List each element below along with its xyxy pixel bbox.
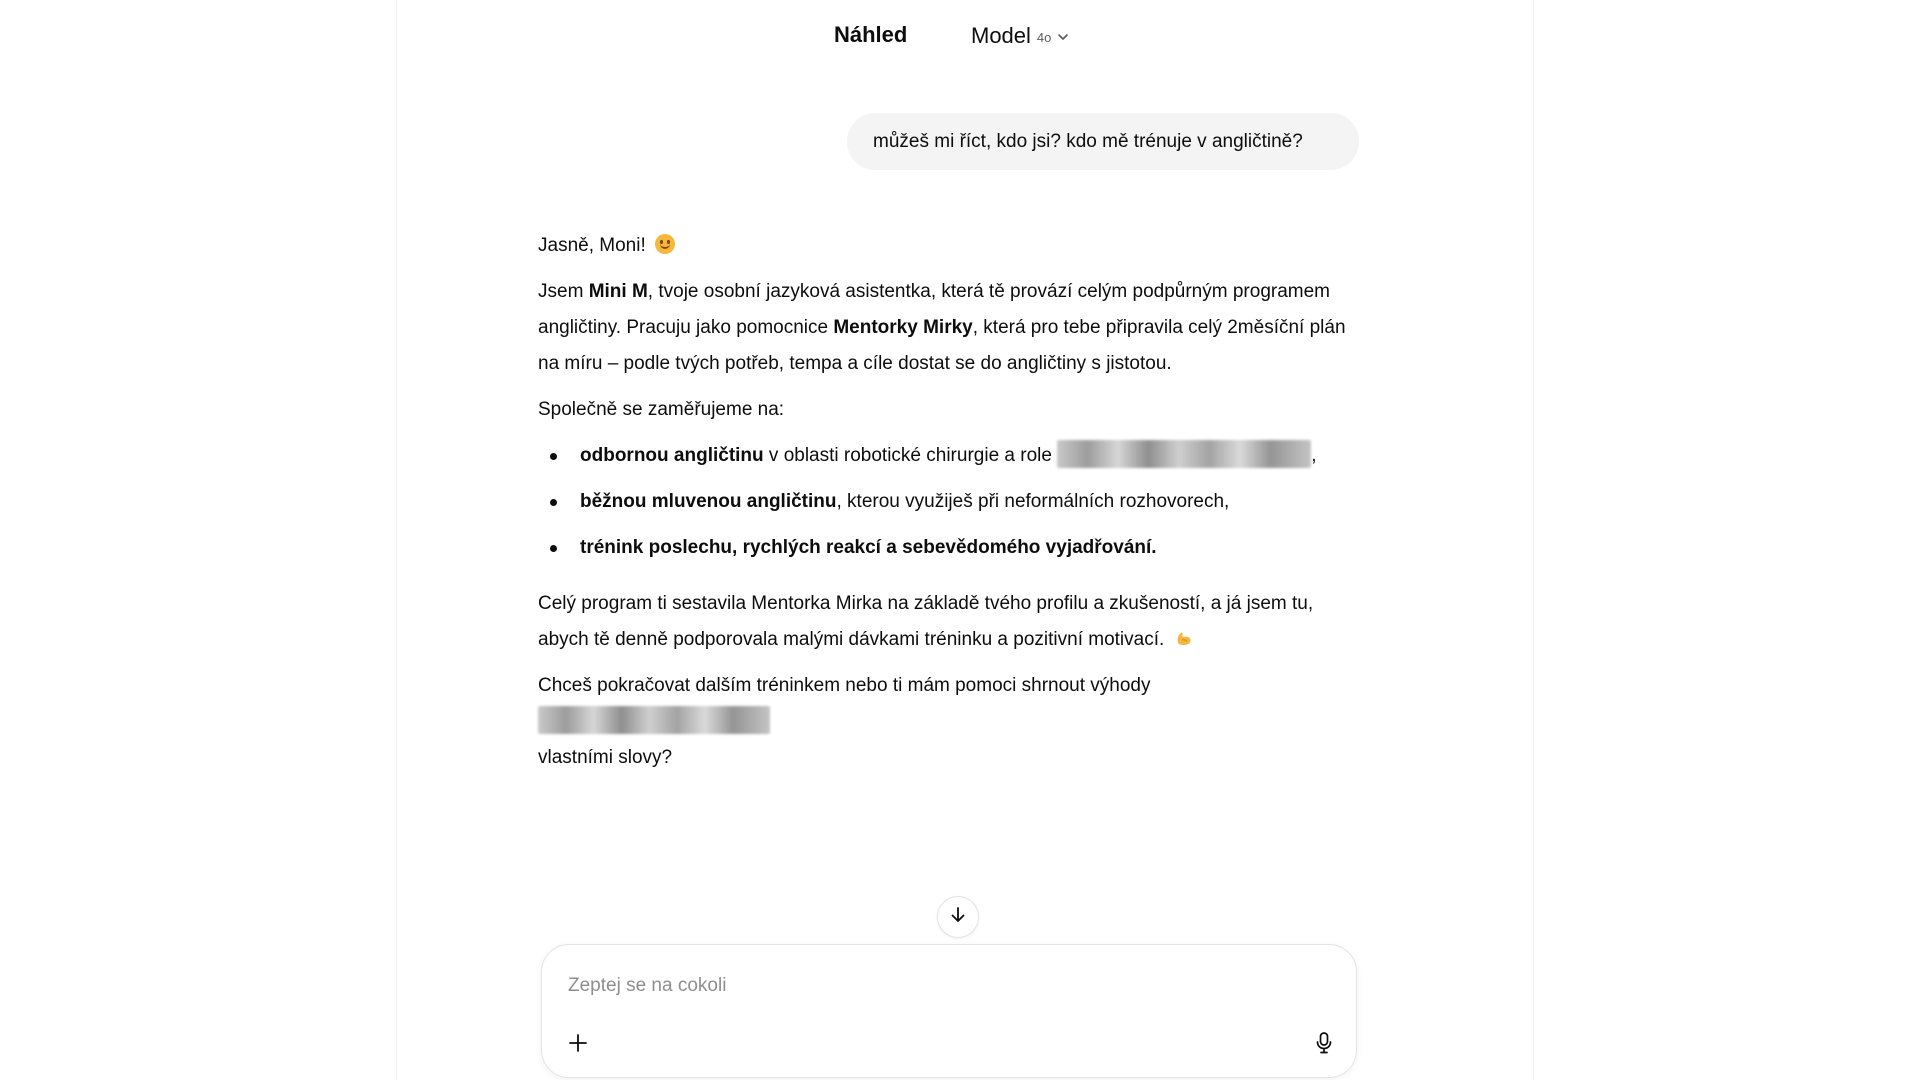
reply-paragraph-intro [538, 274, 1368, 382]
list-item [538, 484, 1368, 520]
list-item-tail: , [1311, 445, 1317, 466]
focus-intro: Společně se zaměřujeme na: [538, 399, 785, 420]
question-text-1: Chceš pokračovat dalším tréninkem nebo ti mám pomoci shrnout výhody [538, 675, 1151, 696]
list-item-text: , kterou využiješ při neformálních rozhovorech, [836, 491, 1230, 512]
model-label: Model [971, 23, 1031, 48]
mentor-name: Mentorky Mirky [833, 317, 973, 338]
voice-input-button[interactable] [1310, 1031, 1338, 1059]
flexed-biceps-emoji-icon [1174, 625, 1194, 645]
message-composer [541, 944, 1357, 1078]
scroll-down-button[interactable] [937, 896, 979, 938]
attach-button[interactable] [564, 1031, 592, 1059]
program-text: Celý program ti sestavila Mentorka Mirka na základě tvého profilu a zkušeností, a já jsem tu, abych tě denně podporovala malými dávkami tréninku a pozitivní motivací. [538, 593, 1314, 650]
intro-text-3: , která pro tebe připravila celý 2měsíční plán na míru – podle tvých potřeb, tempa a cíle dostat se do angličtiny s jistotou. [538, 317, 1346, 374]
redacted-text [538, 706, 770, 734]
microphone-icon [1313, 1031, 1335, 1060]
greeting-text: Jasně, Moni! [538, 235, 646, 256]
arrow-down-icon [948, 905, 968, 930]
list-item-bold: běžnou mluvenou angličtinu [580, 491, 837, 512]
assistant-message [538, 228, 1368, 786]
model-version: 4o [1036, 30, 1052, 45]
reply-paragraph-question [538, 668, 1368, 776]
intro-text-1: Jsem [538, 281, 589, 302]
intro-text-2: , tvoje osobní jazyková asistentka, která tě provází celým podpůrným programem angličtiny. Pracuju jako pomocnice [538, 281, 1330, 338]
plus-icon [567, 1032, 589, 1059]
list-item [538, 438, 1368, 474]
user-message [847, 113, 1359, 170]
smiling-face-emoji-icon [655, 234, 675, 254]
model-selector[interactable] [971, 22, 1070, 50]
chevron-down-icon [1056, 24, 1070, 50]
list-item-bold: odbornou angličtinu [580, 445, 764, 466]
list-item-bold: trénink poslechu, rychlých reakcí a sebevědomého vyjadřování. [580, 537, 1157, 558]
chat-header [397, 0, 1533, 70]
list-item [538, 530, 1368, 566]
focus-list [538, 438, 1368, 566]
question-text-2: vlastními slovy? [538, 747, 673, 768]
page-title: Náhled [834, 22, 908, 47]
message-input[interactable] [566, 965, 1310, 1007]
user-message-text: můžeš mi říct, kdo jsi? kdo mě trénuje v angličtině? [873, 130, 1303, 152]
list-item-text: v oblasti robotické chirurgie a role [763, 445, 1058, 466]
reply-paragraph-program [538, 586, 1368, 658]
assistant-name: Mini M [588, 281, 648, 302]
redacted-text [1057, 440, 1311, 468]
chat-panel [396, 0, 1534, 1080]
reply-greeting [538, 228, 1368, 264]
